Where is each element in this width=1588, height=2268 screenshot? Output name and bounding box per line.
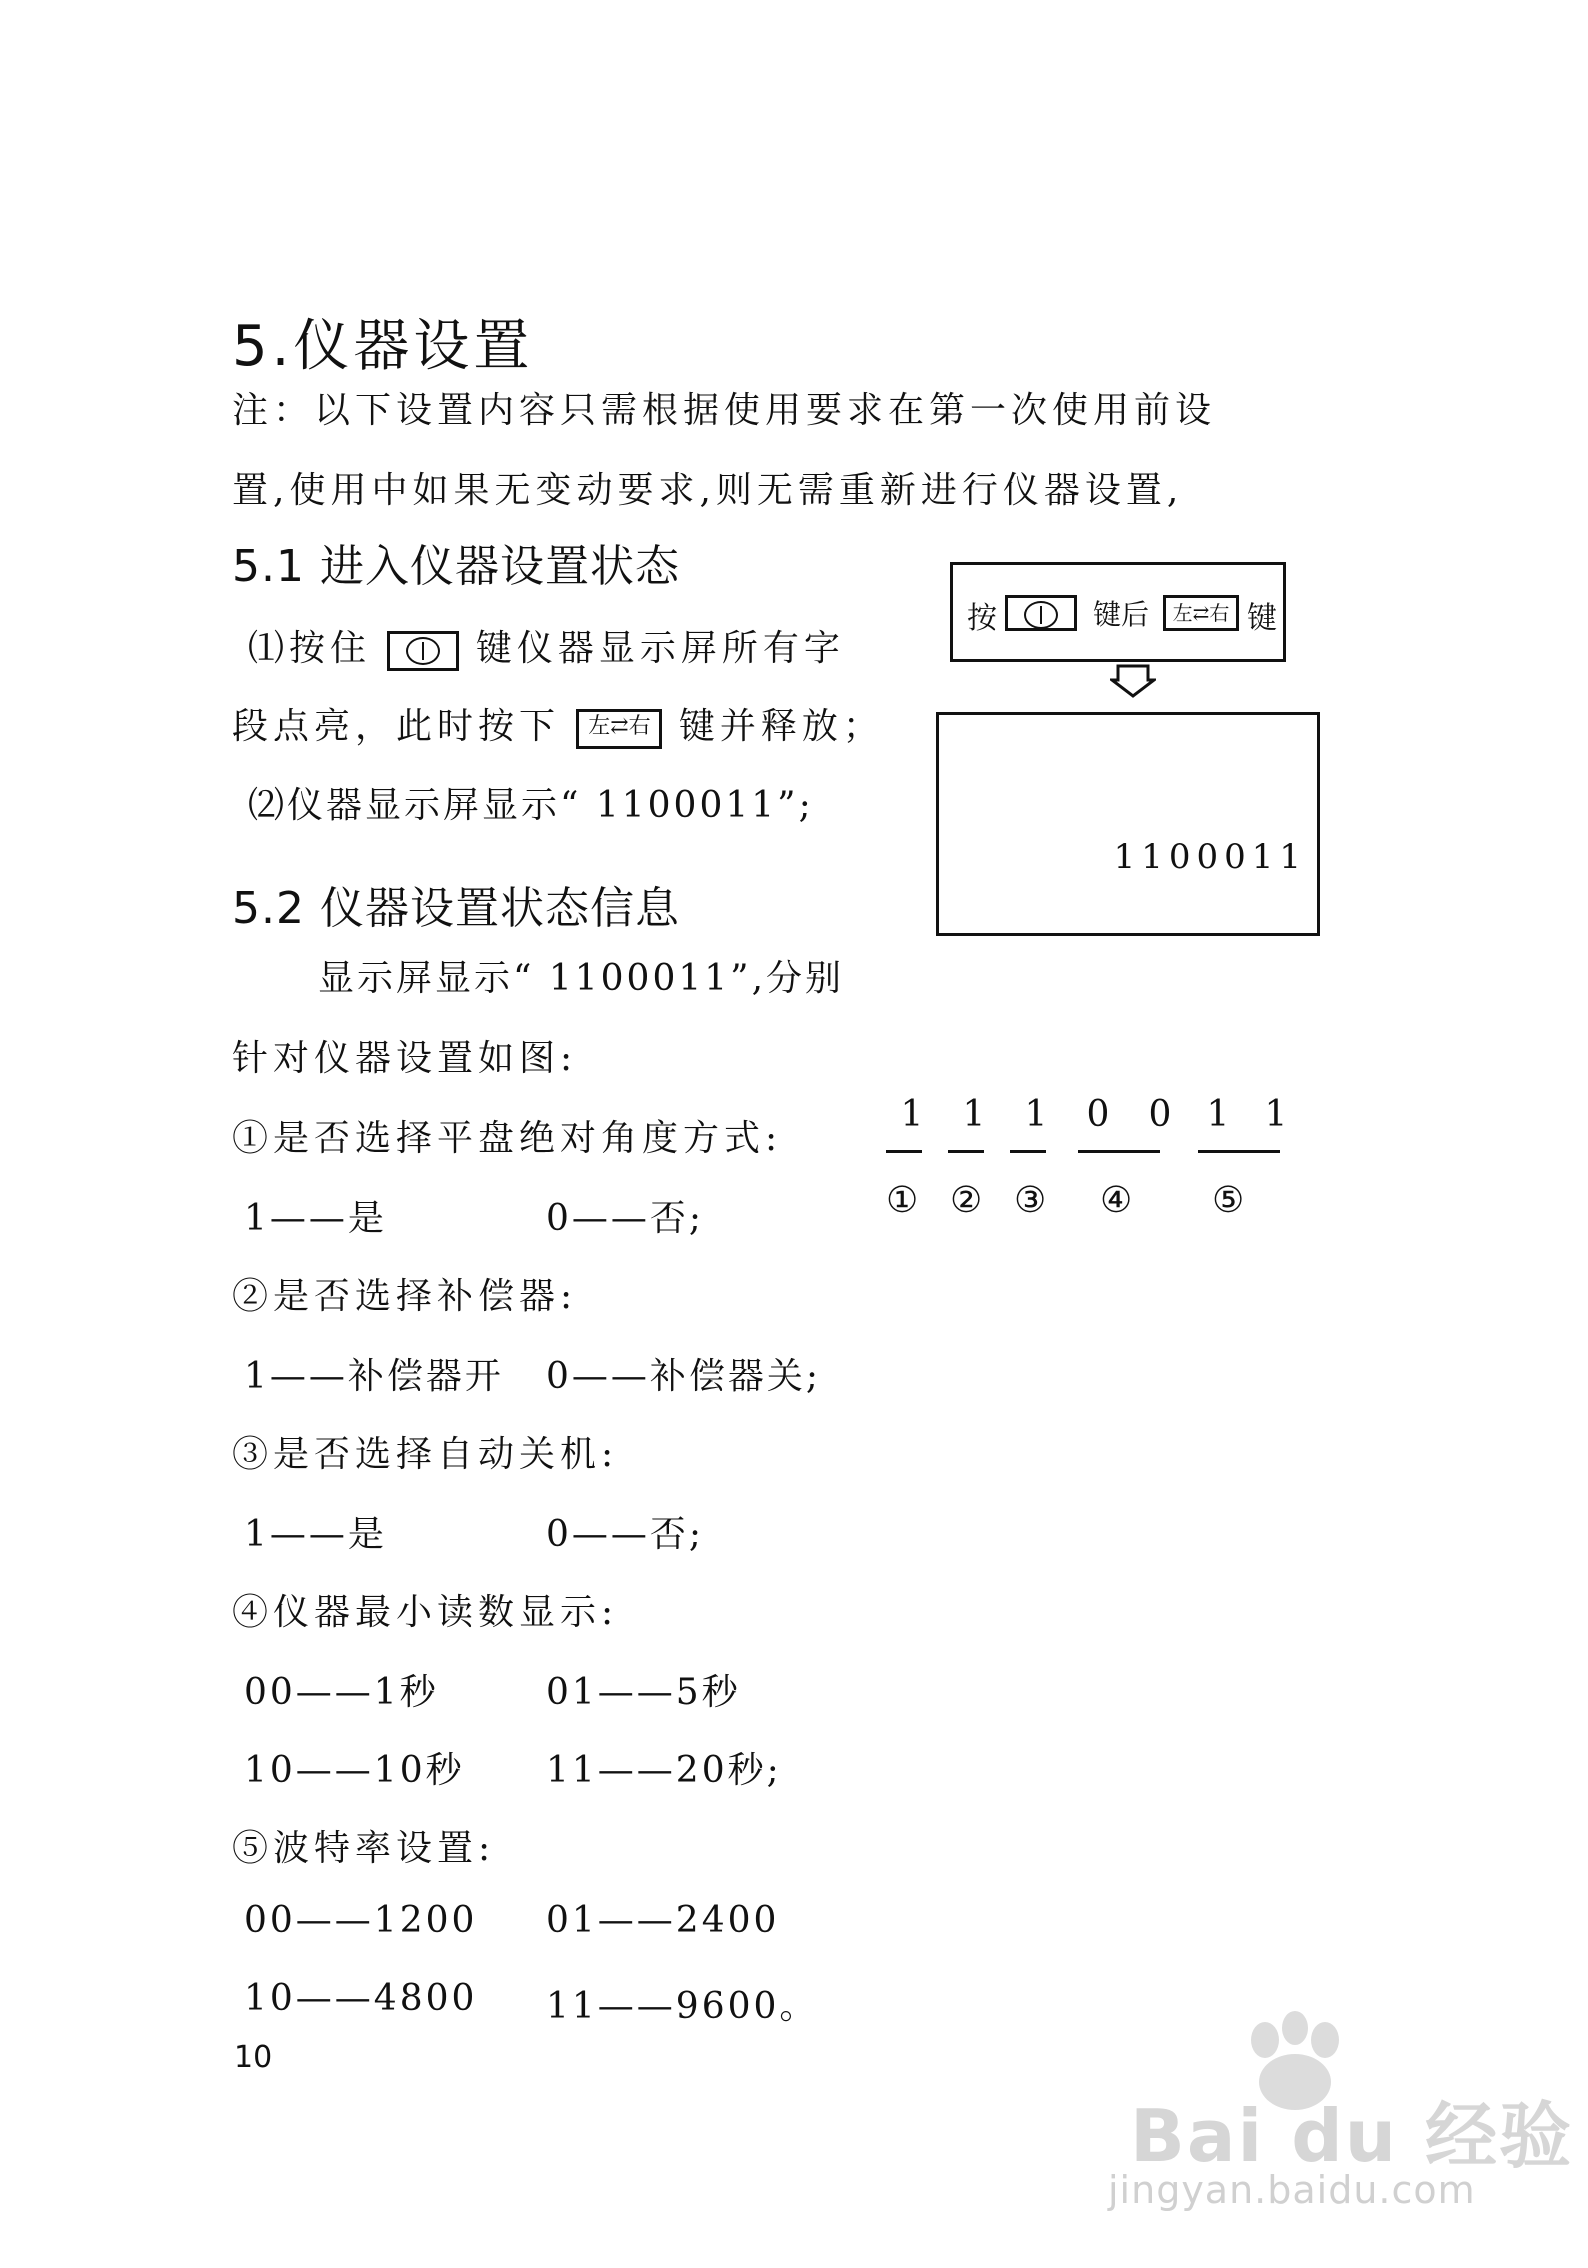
note-line-1: 注：以下设置内容只需根据使用要求在第一次使用前设 [232,390,1217,431]
group-mark-5: ⑤ [1212,1180,1245,1221]
item-2-option-b: 0——补偿器关; [546,1356,822,1397]
page-heading: 5.仪器设置 [232,314,534,379]
power-symbol-icon [1024,601,1058,629]
section-5-2-intro-line-2: 针对仪器设置如图: [232,1038,578,1079]
item-1-question: ①是否选择平盘绝对角度方式: [232,1118,783,1159]
item-5-option-b: 01——2400 [546,1900,780,1941]
item-2-option-a: 1——补偿器开 [244,1356,504,1397]
digit-7: 1 [1264,1094,1288,1135]
group-mark-1: ① [886,1180,919,1221]
step-1-line-1 [248,620,845,671]
step-2-line: ⑵仪器显示屏显示“ 1100011”; [248,785,814,826]
item-3-option-a: 1——是 [244,1514,387,1555]
step-1-display-text: 键仪器显示屏所有字 [475,628,845,669]
note-line-2: 置,使用中如果无变动要求,则无需重新进行仪器设置, [232,470,1184,511]
item-4-option-b: 01——5秒 [546,1672,741,1713]
page-number: 10 [234,2040,273,2075]
digit-4: 0 [1086,1094,1110,1135]
left-right-key-icon: 左⇄右 [576,709,662,749]
item-1-option-b: 0——否; [546,1198,705,1239]
power-symbol-icon [406,637,440,665]
item-1-option-a: 1——是 [244,1198,387,1239]
group-underline-3 [1010,1150,1046,1153]
item-4-option-d: 11——20秒; [546,1750,782,1791]
group-underline-2 [948,1150,984,1153]
step-1-press-text: ⑴按住 [248,628,372,669]
instruction-key: 键 [1247,601,1277,636]
group-underline-5 [1198,1150,1280,1153]
section-5-2-intro-line-1: 显示屏显示“ 1100011”,分别 [318,958,845,999]
item-3-question: ③是否选择自动关机: [232,1434,619,1475]
step-1-line-2 [232,698,884,749]
group-mark-4: ④ [1100,1180,1133,1221]
item-4-question: ④仪器最小读数显示: [232,1592,619,1633]
digit-3: 1 [1024,1094,1048,1135]
section-5-1-title: 5.1 进入仪器设置状态 [232,541,680,592]
digit-1: 1 [900,1094,924,1135]
group-mark-3: ③ [1014,1180,1047,1221]
digit-2: 1 [962,1094,986,1135]
watermark-brand: Bai du 经验 [1130,2094,1574,2178]
group-underline-4 [1078,1150,1160,1153]
power-key-icon [1005,595,1077,631]
instruction-box [950,562,1286,662]
item-5-option-d: 11——9600。 [546,1986,819,2027]
watermark-url: jingyan.baidu.com [1108,2168,1476,2212]
item-5-question: ⑤波特率设置: [232,1828,496,1869]
digit-6: 1 [1206,1094,1230,1135]
item-2-question: ②是否选择补偿器: [232,1276,578,1317]
instruction-after: 键后 [1093,598,1150,631]
item-4-option-a: 00——1秒 [244,1672,439,1713]
section-5-2-title: 5.2 仪器设置状态信息 [232,883,680,934]
group-underline-1 [886,1150,922,1153]
display-screen [936,712,1320,936]
item-3-option-b: 0——否; [546,1514,705,1555]
item-4-option-c: 10——10秒 [244,1750,465,1791]
step-1-release-text: 键并释放； [678,706,884,747]
display-value: 1100011 [1113,837,1307,877]
item-5-option-c: 10——4800 [244,1978,478,2019]
group-mark-2: ② [950,1180,983,1221]
step-1-press-down-text: 段点亮，此时按下 [232,706,561,747]
instruction-press: 按 [967,601,997,636]
power-key-icon [387,631,459,671]
digit-5: 0 [1148,1094,1172,1135]
down-arrow-icon [1110,664,1156,698]
left-right-key-icon: 左⇄右 [1163,595,1239,631]
item-5-option-a: 00——1200 [244,1900,478,1941]
